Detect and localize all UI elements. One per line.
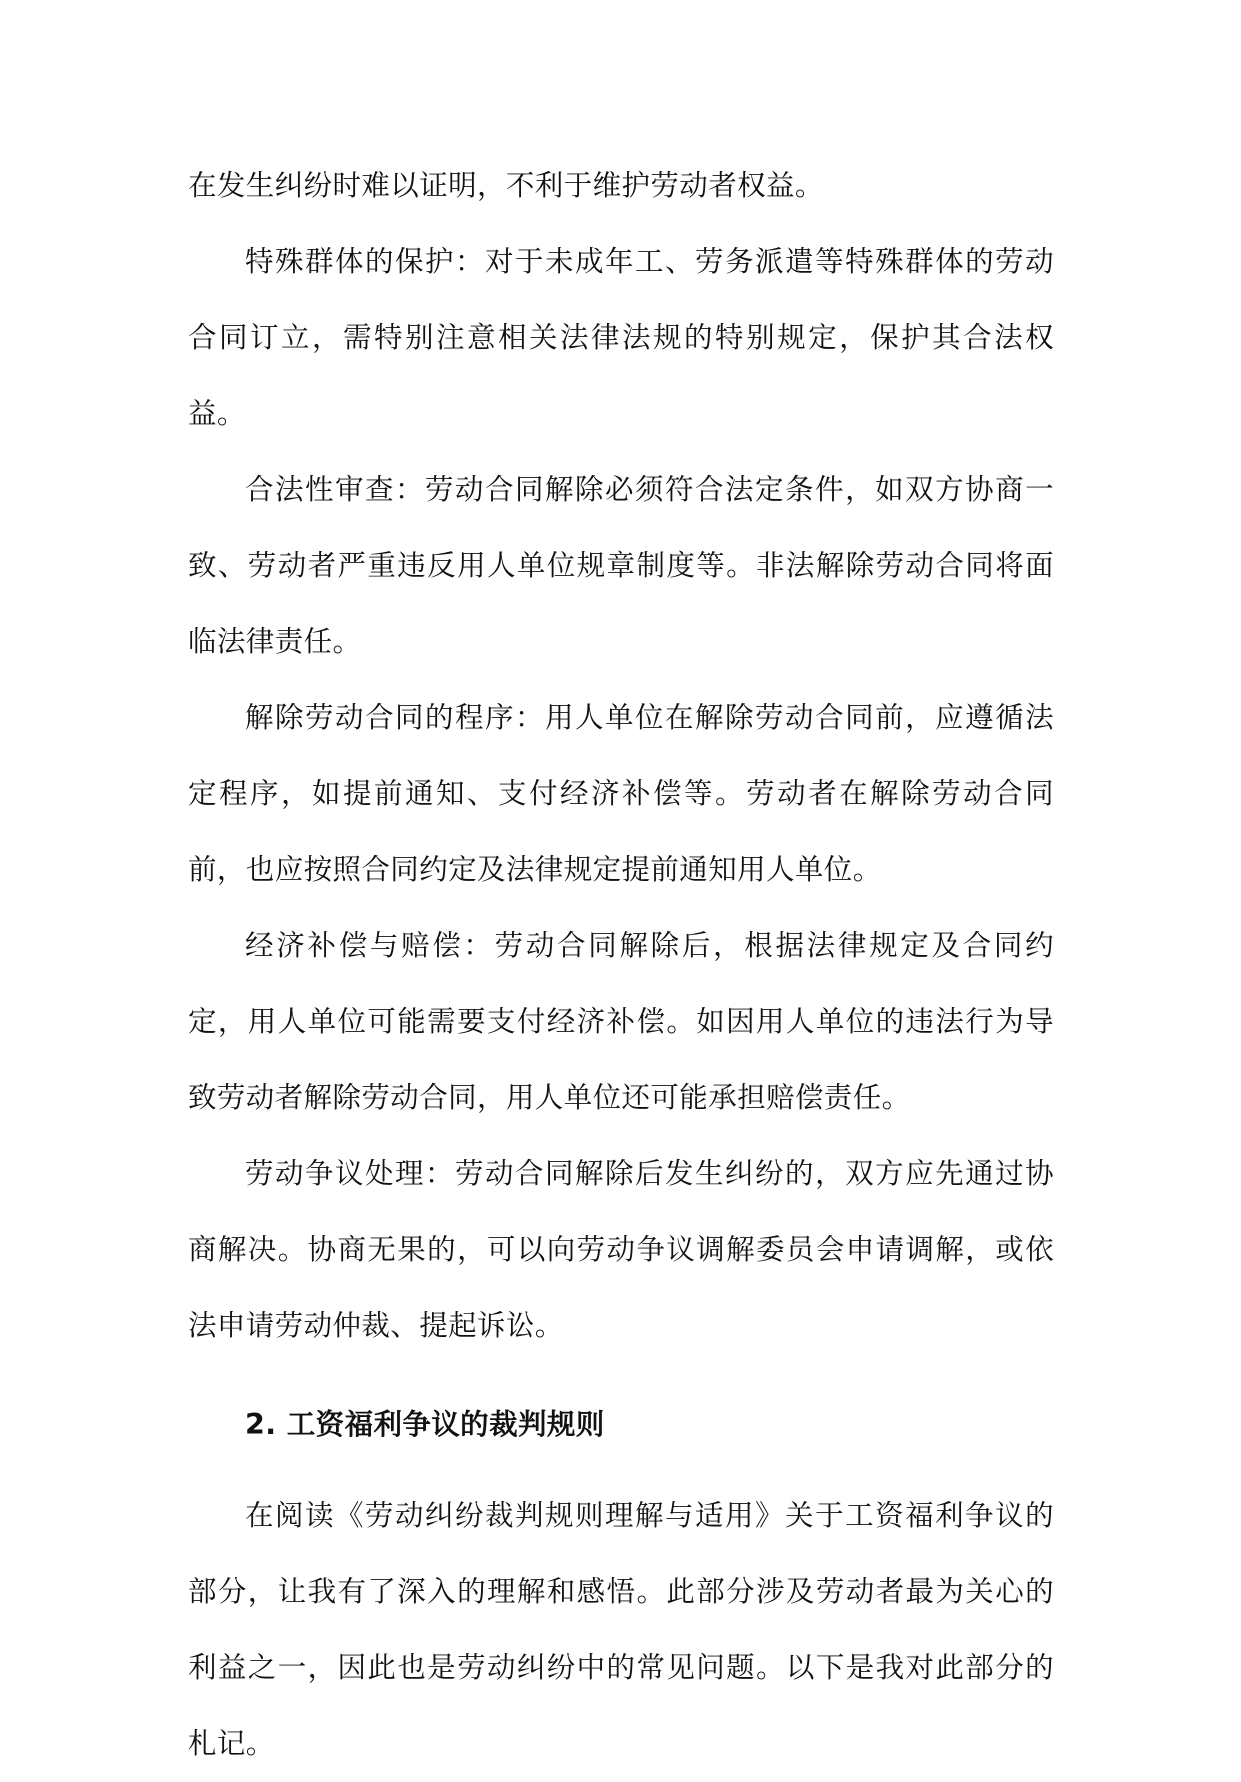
- paragraph-dispute-handling: 劳动争议处理：劳动合同解除后发生纠纷的，双方应先通过协商解决。协商无果的，可以向劳动争议调解委员会申请调解，或依法申请劳动仲裁、提起诉讼。: [188, 1157, 1054, 1342]
- section-heading: 2. 工资福利争议的裁判规则: [245, 1408, 605, 1441]
- document-body: [188, 148, 1054, 1782]
- paragraph-legality-review: 合法性审查：劳动合同解除必须符合法定条件，如双方协商一致、劳动者严重违反用人单位规章制度等。非法解除劳动合同将面临法律责任。: [188, 473, 1054, 658]
- paragraph-termination-procedure: 解除劳动合同的程序：用人单位在解除劳动合同前，应遵循法定程序，如提前通知、支付经济补偿等。劳动者在解除劳动合同前，也应按照合同约定及法律规定提前通知用人单位。: [188, 701, 1054, 886]
- paragraph-special-groups: 特殊群体的保护：对于未成年工、劳务派遣等特殊群体的劳动合同订立，需特别注意相关法律法规的特别规定，保护其合法权益。: [188, 245, 1054, 430]
- paragraph-compensation: 经济补偿与赔偿：劳动合同解除后，根据法律规定及合同约定，用人单位可能需要支付经济补偿。如因用人单位的违法行为导致劳动者解除劳动合同，用人单位还可能承担赔偿责任。: [188, 929, 1054, 1114]
- paragraph-continuation: 在发生纠纷时难以证明，不利于维护劳动者权益。: [188, 169, 824, 202]
- paragraph-wage-intro: 在阅读《劳动纠纷裁判规则理解与适用》关于工资福利争议的部分，让我有了深入的理解和感悟。此部分涉及劳动者最为关心的利益之一，因此也是劳动纠纷中的常见问题。以下是我对此部分的札记。: [188, 1499, 1054, 1760]
